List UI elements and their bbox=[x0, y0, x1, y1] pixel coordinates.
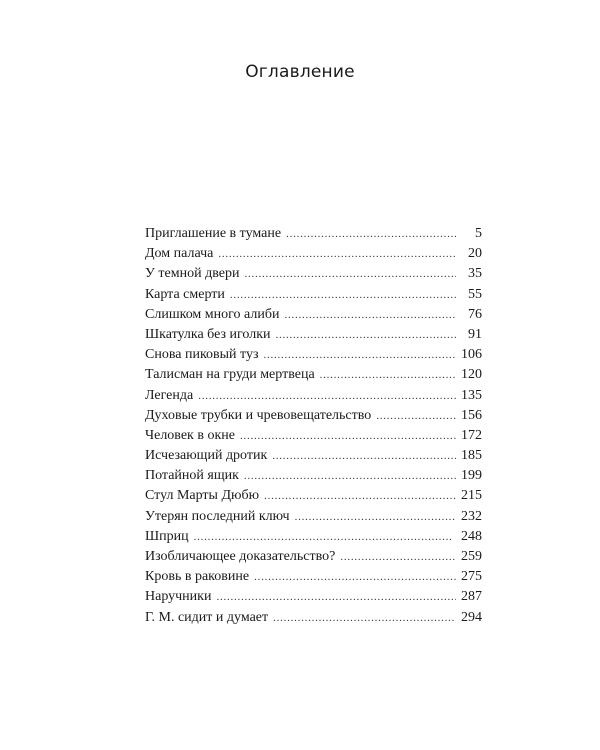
toc-entry-title: Шприц bbox=[145, 528, 189, 544]
toc-dot-leader bbox=[194, 527, 456, 547]
toc-dot-leader bbox=[273, 608, 456, 628]
toc-dot-leader bbox=[295, 507, 456, 527]
toc-entry-page: 20 bbox=[468, 246, 482, 262]
toc-dot-leader bbox=[244, 466, 456, 486]
toc-dot-leader bbox=[264, 345, 456, 365]
toc-entry-page: 5 bbox=[475, 226, 482, 241]
toc-entry-title: Дом палача bbox=[145, 246, 214, 262]
toc-entry-page: 120 bbox=[461, 367, 482, 383]
toc-entry bbox=[145, 446, 482, 466]
toc-entry-title: Г. М. сидит и думает bbox=[145, 609, 269, 625]
toc-entry-page: 259 bbox=[461, 549, 482, 564]
toc-entry bbox=[145, 325, 482, 345]
toc-dot-leader bbox=[244, 264, 456, 284]
toc-dot-leader bbox=[286, 224, 456, 244]
toc-entry bbox=[145, 406, 482, 426]
toc-entry bbox=[145, 527, 482, 547]
toc-entry-title: Наручники bbox=[145, 589, 212, 605]
toc-entry bbox=[145, 608, 482, 628]
toc-entry-title: Талисман на груди мертвеца bbox=[145, 367, 315, 383]
toc-dot-leader bbox=[216, 587, 456, 607]
toc-entry-page: 275 bbox=[461, 569, 482, 585]
toc-entry-title: У темной двери bbox=[145, 266, 240, 282]
toc-dot-leader bbox=[276, 325, 456, 345]
toc-entry-page: 185 bbox=[461, 448, 482, 464]
toc-entry-title: Утерян последний ключ bbox=[145, 508, 290, 524]
toc-dot-leader bbox=[376, 406, 456, 426]
toc-entry-title: Слишком много алиби bbox=[145, 306, 280, 322]
toc-dot-leader bbox=[254, 567, 456, 587]
toc-entry bbox=[145, 587, 482, 607]
toc-entry bbox=[145, 285, 482, 305]
toc-dot-leader bbox=[320, 365, 456, 385]
toc-entry-title: Человек в окне bbox=[145, 427, 235, 443]
table-of-contents bbox=[145, 224, 482, 628]
toc-entry bbox=[145, 547, 482, 567]
toc-entry-page: 156 bbox=[461, 407, 482, 423]
toc-entry-title: Исчезающий дротик bbox=[145, 448, 268, 464]
toc-dot-leader bbox=[340, 547, 456, 567]
toc-entry bbox=[145, 365, 482, 385]
toc-entry bbox=[145, 264, 482, 284]
toc-entry-page: 172 bbox=[461, 427, 482, 443]
toc-entry-title: Шкатулка без иголки bbox=[145, 326, 271, 342]
toc-dot-leader bbox=[272, 446, 456, 466]
toc-entry bbox=[145, 244, 482, 264]
toc-entry-page: 76 bbox=[468, 306, 482, 322]
toc-entry-page: 55 bbox=[468, 286, 482, 302]
toc-entry-page: 106 bbox=[461, 347, 482, 363]
toc-entry bbox=[145, 426, 482, 446]
toc-entry bbox=[145, 345, 482, 365]
toc-dot-leader bbox=[198, 386, 456, 406]
toc-entry bbox=[145, 486, 482, 506]
toc-entry-page: 135 bbox=[461, 387, 482, 403]
toc-dot-leader bbox=[240, 426, 456, 446]
page-title: Оглавление bbox=[245, 62, 355, 82]
toc-entry-title: Духовые трубки и чревовещательство bbox=[145, 407, 372, 423]
toc-entry-title: Снова пиковый туз bbox=[145, 347, 259, 363]
toc-entry-title: Карта смерти bbox=[145, 286, 225, 302]
toc-entry-title: Кровь в раковине bbox=[145, 569, 250, 585]
toc-entry-page: 35 bbox=[468, 266, 482, 282]
toc-entry-title: Потайной ящик bbox=[145, 468, 239, 484]
toc-entry-title: Изобличающее доказательство? bbox=[145, 549, 336, 564]
toc-entry-title: Стул Марты Дюбю bbox=[145, 488, 260, 504]
toc-entry bbox=[145, 224, 482, 244]
toc-entry-page: 91 bbox=[468, 326, 482, 342]
toc-entry bbox=[145, 386, 482, 406]
toc-dot-leader bbox=[230, 285, 456, 305]
toc-dot-leader bbox=[264, 486, 456, 506]
toc-entry-page: 199 bbox=[461, 468, 482, 484]
toc-entry-page: 248 bbox=[461, 528, 482, 544]
toc-entry bbox=[145, 567, 482, 587]
toc-dot-leader bbox=[218, 244, 456, 264]
toc-entry-title: Легенда bbox=[145, 387, 194, 403]
toc-entry-page: 215 bbox=[461, 488, 482, 504]
toc-entry bbox=[145, 305, 482, 325]
toc-entry-page: 287 bbox=[461, 589, 482, 605]
toc-dot-leader bbox=[284, 305, 456, 325]
toc-entry bbox=[145, 466, 482, 486]
toc-entry-page: 232 bbox=[461, 508, 482, 524]
toc-entry-title: Приглашение в тумане bbox=[145, 226, 282, 241]
toc-entry-page: 294 bbox=[461, 609, 482, 625]
toc-entry bbox=[145, 507, 482, 527]
